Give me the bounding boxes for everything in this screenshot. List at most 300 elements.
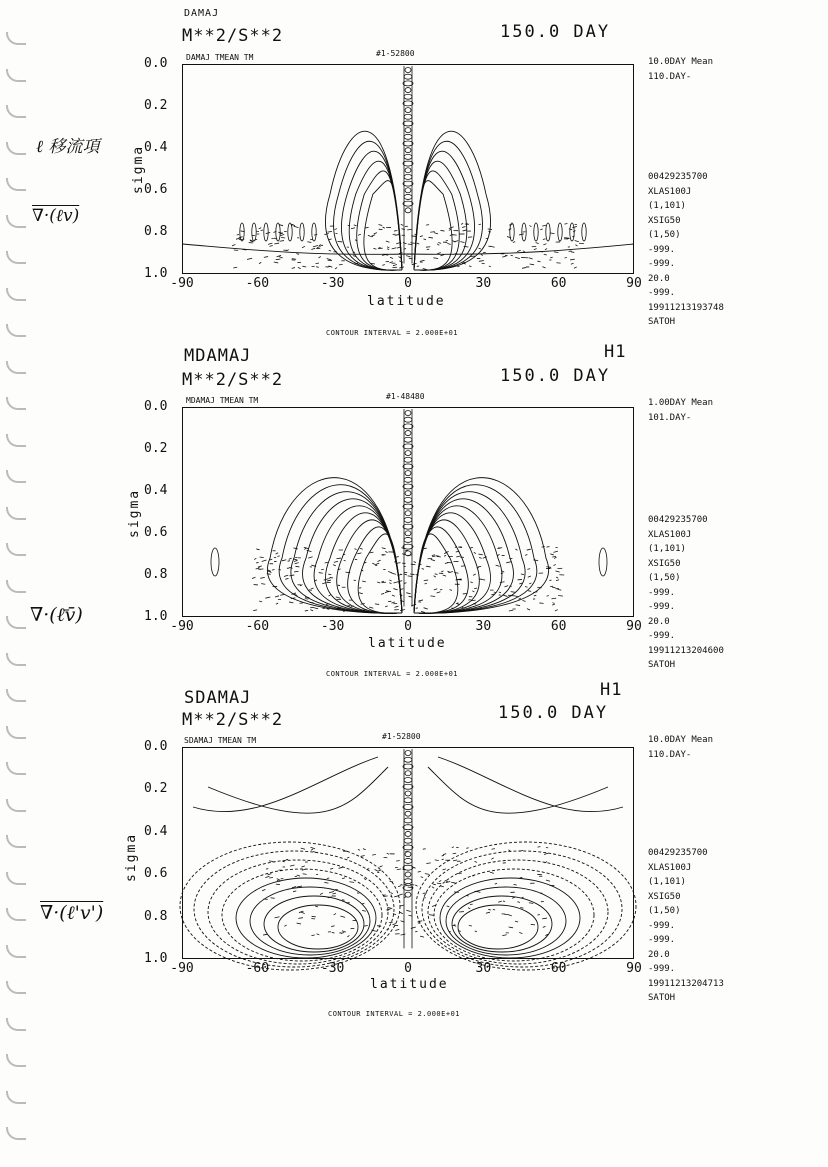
contour-line [533,592,537,593]
contour-line [381,581,384,582]
contour-line [289,575,294,576]
contour-line [432,556,435,557]
contour-line [319,245,321,246]
contour-line [252,577,255,578]
contour-line [405,511,411,516]
contour-line [298,267,301,268]
contour-line [337,520,402,613]
contour-line [373,248,376,249]
contour-line [277,556,279,557]
contour-line [348,527,402,613]
contour-line [510,223,514,241]
contour-line [406,256,410,257]
contour-line [281,237,285,238]
contour-line [358,234,361,235]
contour-line [389,583,391,584]
contour-line [554,252,558,253]
contour-line [475,861,477,862]
contour-line [447,906,450,907]
contour-line [247,258,252,259]
contour-interval [326,320,458,339]
contour-line [420,236,423,237]
contour-line [550,257,552,258]
contour-line [387,853,389,854]
binder-hole [6,908,26,921]
contour-line [405,751,411,756]
contour-line [506,562,511,563]
binder-hole [6,872,26,885]
contour-line [431,559,435,560]
contour-line [481,254,483,255]
contour-line [490,246,495,247]
contour-line [491,858,493,859]
contour-line [262,889,265,890]
contour-line [332,893,336,894]
contour-line [347,857,349,858]
contour-line [546,880,550,881]
contour-line [324,234,328,235]
x-tick-label: 0 [404,619,412,634]
contour-line [378,560,381,561]
contour-line [288,561,290,562]
contour-line [286,859,288,860]
x-tick-label: 30 [475,619,492,634]
contour-line [414,181,452,271]
contour-line [428,767,608,813]
contour-line [368,235,371,236]
contour-line [260,557,264,558]
side-line: 101.DAY- [648,412,692,423]
contour-line [318,257,320,258]
contour-line [434,576,436,577]
contour-line [404,94,412,99]
side-info-bottom [648,846,724,1006]
contour-line [470,582,472,583]
contour-line [405,148,411,153]
contour-line [208,767,388,813]
contour-line [377,926,381,927]
contour-line [258,566,262,567]
contour-line [544,254,547,255]
contour-line [314,608,318,609]
contour-line [320,893,323,894]
contour-line [453,853,456,854]
contour-line [405,108,411,113]
contour-line [395,929,399,930]
contour-line [519,583,522,584]
contour-line [429,915,434,916]
contour-line [414,171,459,270]
contour-line [395,606,399,607]
contour-line [405,892,411,897]
side-info-top [648,55,713,84]
contour-line [405,811,411,816]
contour-plot [182,64,634,274]
contour-line [443,854,446,855]
contour-line [442,859,444,860]
contour-line [488,229,492,230]
contour-line [552,587,555,588]
contour-line [335,268,337,269]
contour-line [400,610,405,611]
contour-line [428,860,608,964]
day-label: 150.0 DAY [500,22,611,42]
side-line: SATOH [648,317,676,327]
contour-line [307,242,311,243]
contour-line [254,558,256,559]
side-line: 00429235700 [648,848,708,858]
contour-line [341,151,402,270]
contour-line [384,896,388,897]
contour-line [311,248,315,249]
contour-line [339,867,343,868]
side-line: -999. [648,288,676,298]
contour-line [405,531,411,536]
x-tick-label: -60 [245,619,270,634]
y-tick-label: 0.2 [144,441,168,456]
contour-line [259,262,261,263]
contour-line [364,879,366,880]
contour-line [405,451,411,456]
contour-line [421,611,425,612]
header-left: MDAMAJ TMEAN TM [186,396,259,405]
contour-line [410,243,414,244]
contour-line [364,181,402,271]
side-line: -999. [648,602,676,612]
contour-line [534,249,537,250]
contour-line [261,584,265,585]
contour-line [404,879,412,884]
y-tick-label: 0.6 [144,866,168,882]
contour-line [425,874,429,875]
contour-line [418,871,421,872]
contour-line [385,591,389,592]
contour-line [349,882,354,883]
contour-line [543,926,546,927]
contour-line [284,575,288,576]
contour-line [329,595,331,596]
contour-line [403,141,413,146]
contour-line [387,929,390,930]
contour-line [564,224,567,225]
contour-line [298,918,303,919]
header-center: #1-48480 [386,392,425,401]
x-tick-label: 90 [626,276,642,291]
y-axis-label: sigma [124,832,139,882]
contour-line [259,228,262,229]
contour-line [342,878,345,879]
y-tick-label: 0.4 [144,823,168,839]
contour-line [270,559,272,560]
contour-line [286,250,288,251]
contour-line [310,610,313,611]
contour-line [519,932,522,933]
contour-line [292,259,296,260]
contour-line [395,557,398,558]
contour-line [438,757,623,812]
contour-line [371,235,375,236]
contour-line [281,878,284,879]
contour-line [511,255,513,256]
contour-line [525,555,527,556]
contour-line [414,499,513,613]
contour-line [417,243,419,244]
contour-line [271,898,275,899]
contour-line [502,256,506,257]
contour-line [375,563,379,564]
contour-line [342,900,344,901]
contour-interval-text: CONTOUR INTERVAL = 2.000E+01 [326,329,459,337]
contour-line [433,884,436,885]
contour-line [382,264,385,265]
contour-line [479,248,481,249]
x-tick-label: 30 [475,276,492,291]
binder-hole [6,105,26,118]
contour-line [512,897,515,898]
day-label: 150.0 DAY [498,703,609,723]
contour-line [303,874,307,875]
contour-line [374,233,377,234]
contour-line [405,471,411,476]
contour-line [324,579,329,580]
contour-line [324,882,328,883]
contour-line [305,610,308,611]
binder-hole [6,543,26,556]
contour-line [437,556,441,557]
contour-line [250,887,370,955]
contour-line [404,174,412,179]
x-tick-label: -90 [170,961,194,976]
contour-line [529,225,531,226]
handwritten-note: ℓ 移流項 [36,137,100,157]
contour-line [404,838,412,843]
contour-line [393,589,397,590]
contour-line [382,548,386,549]
contour-line [529,583,531,584]
contour-line [394,230,397,231]
side-line: 110.DAY- [648,749,692,760]
contour-line [392,248,397,249]
contour-line [282,560,286,561]
contour-line [404,417,412,422]
binder-hole [6,215,26,228]
contour-line [538,915,540,916]
contour-line [553,551,557,552]
contour-line [502,935,506,936]
contour-line [360,548,363,549]
contour-line [259,601,262,602]
side-line: (1,50) [648,906,681,916]
contour-line [361,604,365,605]
contour-line [582,223,586,241]
header-center: #1-52800 [376,49,415,58]
contour-line [525,586,527,587]
contour-line [404,437,412,442]
contour-line [437,244,439,245]
contour-line [279,257,283,258]
x-axis-label: latitude [367,294,446,309]
contour-line [302,246,305,247]
binder-hole [6,580,26,593]
contour-line [446,240,448,241]
contour-line [369,607,373,608]
contour-line [276,259,281,260]
header-left: SDAMAJ TMEAN TM [184,736,257,745]
contour-line [261,230,263,231]
contour-line [404,114,412,119]
contour-line [382,227,384,228]
contour-line [389,881,393,882]
contour-line [552,556,556,557]
contour-line [472,591,474,592]
contour-line [401,884,403,885]
contour-line [269,861,273,862]
contour-line [407,229,412,230]
contour-line [329,250,331,251]
contour-line [469,266,472,267]
contour-line [387,907,392,908]
contour-line [445,880,448,881]
contour-line [211,548,219,576]
contour-line [404,74,412,79]
contour-line [551,598,556,599]
contour-line [386,241,390,242]
contour-line [372,563,375,564]
contour-line [480,579,485,580]
contour-line [335,229,337,230]
contour-line [546,547,549,548]
contour-line [396,243,399,244]
contour-line [528,576,531,577]
contour-line [317,934,320,935]
contour-line [516,605,520,606]
units-label: M**2/S**2 [182,370,284,390]
contour-line [399,253,403,254]
contour-line [514,884,517,885]
contour-line [405,872,411,877]
contour-line [391,573,395,574]
contour-line [543,239,546,240]
contour-line [429,237,433,238]
contour-line [496,565,500,566]
contour-line [260,577,264,578]
contour-line [330,868,333,869]
contour-line [329,577,331,578]
contour-line [314,506,402,613]
partial-variable-name: DAMAJ [184,8,220,16]
variable-name: SDAMAJ [184,688,252,708]
contour-line [433,258,438,259]
contour-line [555,571,559,572]
y-tick-label: 0.0 [144,399,168,414]
x-tick-label: 30 [475,961,492,976]
contour-line [478,554,482,555]
binder-hole [6,32,26,45]
contour-line [407,555,412,556]
x-tick-label: 0 [404,961,412,976]
contour-line [439,881,441,882]
contour-line [452,896,552,952]
contour-line [404,517,412,522]
contour-line [444,555,446,556]
x-tick-label: -90 [170,619,194,634]
contour-line [488,909,491,910]
side-info-bottom [648,170,724,330]
contour-line [388,572,392,573]
contour-line [256,562,258,563]
contour-line [405,791,411,796]
contour-line [290,865,294,866]
contour-interval-text: CONTOUR INTERVAL = 2.000E+01 [328,1010,461,1018]
contour-line [508,915,512,916]
contour-line [266,869,268,870]
contour-line [340,916,345,917]
contour-line [354,549,356,550]
contour-line [311,588,314,589]
side-line: -999. [648,935,676,945]
contour-line [316,263,319,264]
y-tick-label: 1.0 [144,266,168,281]
contour-line [423,269,427,270]
contour-line [332,932,335,933]
contour-line [379,866,382,867]
contour-line [470,547,472,548]
x-tick-label: -60 [245,961,270,976]
contour-line [540,229,542,230]
contour-line [515,257,520,258]
x-axis-label: latitude [370,977,449,992]
y-tick-label: 0.0 [144,739,168,754]
contour-line [397,869,401,870]
contour-line [479,224,481,225]
units-label: M**2/S**2 [182,710,284,730]
contour-line [375,604,379,605]
contour-line [418,921,423,922]
contour-line [515,549,517,550]
contour-line [403,504,413,509]
contour-line [301,848,305,849]
contour-line [533,560,538,561]
contour-line [415,885,417,886]
contour-line [498,901,502,902]
contour-line [543,244,546,245]
contour-line [405,188,411,193]
contour-line [240,223,244,241]
contour-line [391,893,393,894]
contour-line [571,263,574,264]
contour-line [420,936,424,937]
contour-line [279,570,281,571]
side-line: -999. [648,631,676,641]
contour-line [301,866,304,867]
contour-line [486,912,490,913]
contour-line [314,234,317,235]
y-tick-label: 0.6 [144,182,168,197]
contour-line [572,226,576,227]
contour-line [569,229,572,230]
contour-line [430,232,435,233]
contour-line [297,875,300,876]
side-line: -999. [648,920,676,931]
contour-interval [328,1001,460,1020]
contour-line [272,570,275,571]
contour-line [297,886,302,887]
day-label: 150.0 DAY [500,366,611,386]
contour-line [479,557,481,558]
contour-line [546,223,550,241]
contour-line [444,553,446,554]
contour-line [500,582,505,583]
